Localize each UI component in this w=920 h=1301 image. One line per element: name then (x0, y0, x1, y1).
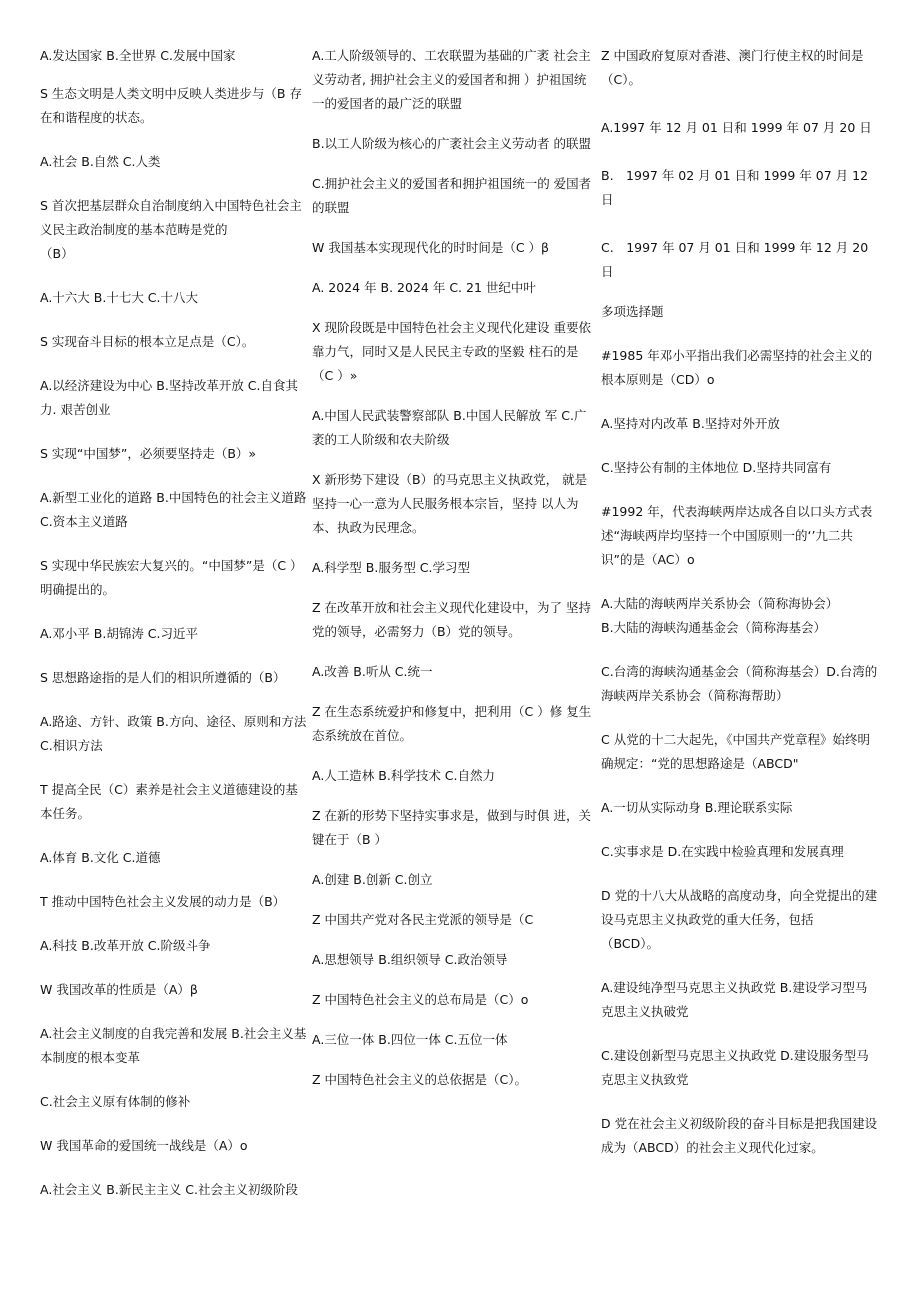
question-paragraph: A.1997 年 12 月 01 日和 1999 年 07 月 20 日 (601, 120, 872, 135)
question-paragraph: S 生态文明是人类文明中反映人类进步与（B 存在和谐程度的状态。 (40, 86, 302, 125)
question-paragraph: A.坚持对内改革 B.坚持对外开放 (601, 416, 780, 431)
question-paragraph: A.大陆的海峡两岸关系协会（简称海协会） B.大陆的海峡沟通基金会（简称海基会） (601, 596, 839, 635)
question-paragraph: T 推动中国特色社会主义发展的动力是（B） (40, 894, 286, 909)
question-paragraph: A.建设纯净型马克思主义执政党 B.建设学习型马克思主义执破党 (601, 980, 868, 1019)
question-paragraph: A. 2024 年 B. 2024 年 C. 21 世纪中叶 (312, 280, 536, 295)
question-paragraph: A.新型工业化的道路 B.中国特色的社会主义道路 C.资本主义道路 (40, 490, 307, 529)
question-paragraph: S 思想路途指的是人们的相识所遵循的（B） (40, 670, 286, 685)
question-paragraph: A.三位一体 B.四位一体 C.五位一体 (312, 1032, 508, 1047)
column-right (601, 44, 879, 1160)
question-paragraph: A.路途、方针、政策 B.方向、途径、原则和方法 C.相识方法 (40, 714, 307, 753)
question-paragraph: D 党在社会主义初级阶段的奋斗目标是把我国建设成为（ABCD）的社会主义现代化过家。 (601, 1116, 878, 1155)
question-paragraph: B. 1997 年 02 月 01 日和 1999 年 07 月 12 日 (601, 168, 869, 207)
question-paragraph: D 党的十八大从战略的高度动身，向全党提出的建设马克思主义执政党的重大任务，包括 （BCD）。 (601, 888, 878, 951)
column-middle (312, 44, 598, 1092)
question-paragraph: A.科技 B.改革开放 C.阶级斗争 (40, 938, 211, 953)
question-paragraph: C.拥护社会主义的爱国者和拥护祖国统一的 爱国者的联盟 (312, 176, 592, 215)
question-paragraph: A.发达国家 B.全世界 C.发展中国家 (40, 48, 236, 63)
question-paragraph: Z 在生态系统爱护和修复中，把利用（C ）修 复生态系统放在首位。 (312, 704, 592, 743)
question-paragraph: C 从党的十二大起先，《中国共产党章程》始终明确规定：“党的思想路途是（ABCD" (601, 732, 870, 771)
question-paragraph: A.一切从实际动身 B.理论联系实际 (601, 800, 793, 815)
question-paragraph: A.以经济建设为中心 B.坚持改革开放 C.自食其力. 艰苦创业 (40, 378, 299, 417)
question-paragraph: A.思想领导 B.组织领导 C.政治领导 (312, 952, 508, 967)
question-paragraph: T 提高全民（C）素养是社会主义道德建设的基本任务。 (40, 782, 298, 821)
question-paragraph: A.科学型 B.服务型 C.学习型 (312, 560, 471, 575)
question-paragraph: #1985 年邓小平指出我们必需坚持的社会主义的根本原则是（CD）o (601, 348, 873, 387)
question-paragraph: A.中国人民武装警察部队 B.中国人民解放 军 C.广袤的工人阶级和农夫阶级 (312, 408, 587, 447)
question-paragraph: A.社会 B.自然 C.人类 (40, 154, 161, 169)
question-paragraph: S 实现中华民族宏大复兴的。“中国梦”是（C ）明确提出的。 (40, 558, 303, 597)
question-paragraph: X 现阶段既是中国特色社会主义现代化建设 重要依靠力气，同时又是人民民主专政的坚毅 柱石的是（C ）» (312, 320, 592, 383)
question-paragraph: S 实现奋斗目标的根本立足点是（C）。 (40, 334, 255, 349)
question-paragraph: S 实现“中国梦”，必须要坚持走（B）» (40, 446, 257, 461)
question-paragraph: A.改善 B.听从 C.统一 (312, 664, 433, 679)
question-paragraph: A.工人阶级领导的、工农联盟为基础的广袤 社会主义劳动者, 拥护社会主义的爱国者和拥 ）护祖国统一的爱国者的最广泛的联盟 (312, 48, 591, 111)
question-paragraph: 多项选择题 (601, 304, 664, 319)
question-paragraph: Z 中国政府复原对香港、澳门行使主权的时间是（C）。 (601, 48, 864, 87)
question-paragraph: X 新形势下建设（B）的马克思主义执政党， 就是坚持一心一意为人民服务根本宗旨，坚持 以人为本、执政为民理念。 (312, 472, 588, 535)
question-paragraph: C.社会主义原有体制的修补 (40, 1094, 191, 1109)
question-paragraph: Z 在新的形势下坚持实事求是，做到与时俱 进，关键在于（B ） (312, 808, 592, 847)
question-paragraph: S 首次把基层群众自治制度纳入中国特色社会主义民主政治制度的基本范畴是党的 （B） (40, 198, 302, 261)
question-paragraph: C.实事求是 D.在实践中检验真理和发展真理 (601, 844, 844, 859)
question-paragraph: #1992 年，代表海峡两岸达成各自以口头方式表述“海峡两岸均坚持一个中国原则一的‘’九二共识”的是（AC）o (601, 504, 873, 567)
question-paragraph: A.社会主义 B.新民主主义 C.社会主义初级阶段 (40, 1182, 299, 1197)
question-paragraph: C.坚持公有制的主体地位 D.坚持共同富有 (601, 460, 832, 475)
question-paragraph: C.台湾的海峡沟通基金会（简称海基会）D.台湾的海峡两岸关系协会（简称海帮助） (601, 664, 878, 703)
question-paragraph: Z 中国特色社会主义的总依据是（C）。 (312, 1072, 528, 1087)
column-left (40, 44, 308, 1202)
question-paragraph: W 我国改革的性质是（A）β (40, 982, 198, 997)
question-paragraph: B.以工人阶级为核心的广袤社会主义劳动者 的联盟 (312, 136, 592, 151)
question-paragraph: A.邓小平 B.胡锦涛 C.习近平 (40, 626, 199, 641)
question-paragraph: A.体育 B.文化 C.道德 (40, 850, 161, 865)
question-paragraph: A.十六大 B.十七大 C.十八大 (40, 290, 199, 305)
question-paragraph: W 我国基本实现现代化的时时间是（C ）β (312, 240, 550, 255)
question-paragraph: A.创建 B.创新 C.创立 (312, 872, 433, 887)
question-paragraph: C. 1997 年 07 月 01 日和 1999 年 12 月 20 日 (601, 240, 869, 279)
question-paragraph: Z 中国共产党对各民主党派的领导是（C (312, 912, 534, 927)
question-paragraph: W 我国革命的爱国统一战线是（A）o (40, 1138, 248, 1153)
question-paragraph: Z 中国特色社会主义的总布局是（C）o (312, 992, 529, 1007)
question-paragraph: A.社会主义制度的自我完善和发展 B.社会主义基本制度的根本变革 (40, 1026, 307, 1065)
question-paragraph: C.建设创新型马克思主义执政党 D.建设服务型马克思主义执致党 (601, 1048, 869, 1087)
question-paragraph: A.人工造林 B.科学技术 C.自然力 (312, 768, 496, 783)
question-paragraph: Z 在改革开放和社会主义现代化建设中，为了 坚持党的领导，必需努力（B）党的领导。 (312, 600, 592, 639)
